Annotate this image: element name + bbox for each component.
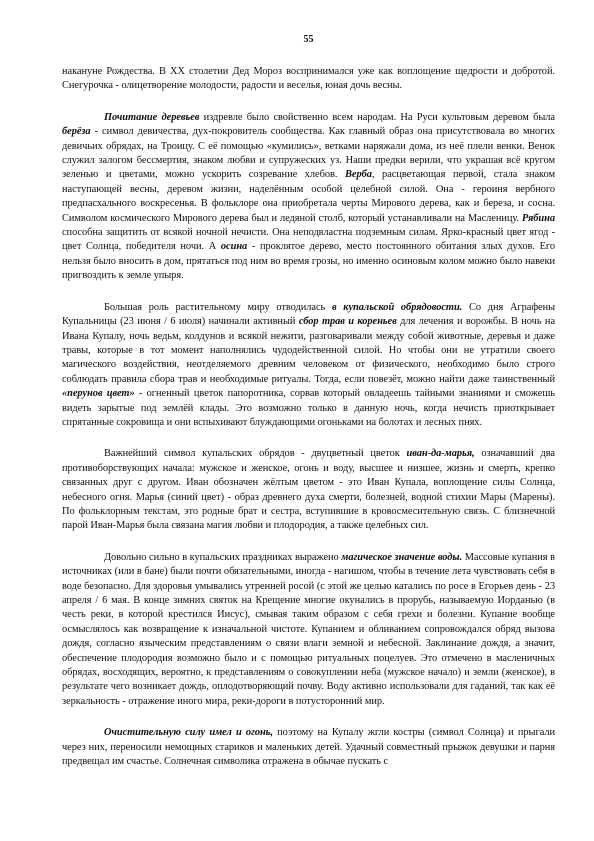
text-run: - огненный цветок папоротника, сорвав который овладеешь тайными знаниями и сможешь видеть зарытые под землёй клады. Это возможно только в данную ночь, когда нечисть приоткрывает спрятанные сокровища и они вспыхивают блуждающими огоньками на болотах и лесных пнях. (62, 388, 555, 428)
emphasized-term: берёза (62, 126, 91, 138)
text-run: способна защитить от всякой ночной нечисти. Она неподвластна подземным силам. Ярко-красный цвет ягод - цвет Солнца, победителя ночи. А (62, 227, 555, 253)
emphasized-term: осина (220, 241, 248, 253)
paragraph (62, 726, 555, 769)
paragraph (62, 65, 555, 94)
text-run: Довольно сильно в купальских праздниках выражено (104, 551, 342, 563)
emphasized-term: «перунов цвет» (62, 388, 135, 400)
text-run: - проклятое дерево, место постоянного обитания злых духов. Его нельзя было вносить в дом, прятаться под ним во время грозы, но именно осиновым колом можно было навеки пригвоздить к земле упыря. (62, 241, 555, 282)
text-run: Большая роль растительному миру отводилась (104, 301, 332, 313)
emphasized-term: Почитание деревьев (104, 111, 200, 123)
page-number: 55 (303, 34, 314, 45)
emphasized-term: Верба (345, 169, 372, 181)
document-page (62, 34, 555, 786)
text-run: издревле было свойственно всем народам. На Руси культовым деревом была (199, 111, 555, 123)
emphasized-term: иван-да-марья, (406, 448, 475, 460)
text-run: Массовые купания в источниках (или в бане) были почти обязательными, иногда - нагишом, чтобы в течение лета чувствовать себя в воде безопасно. Для здоровья умывались утренней росой (с этой же целью катались по росе в Егорьев день - 23 апреля / 6 мая. В конце зимних святок на Крещение многие окунались в прорубь, называемую Иорданью (в честь реки, в которой крестился Иисус), смывая таким образом с себя грехи и болезни. Купание вообще осмыслялось как возвращение к изначальной чистоте. Купанием и обливанием сопровождался обряд вызова дождя, согласно языческим представлениям о связи влаги земной и небесной. Заклинание дождя, а значит, обеспечение плодородия возможно было и с помощью ритуальных поцелуев. Это отмечено в масленичных обрядах, восходящих, вероятно, к представлениям о совокуплении неба (мужское начало) и земли (женское), в результате чего возникает дождь, оплодотворяющий почву. Воду активно использовали для гаданий, так как её зеркальность - отражение иного мира, реки-дороги в потусторонний мир. (62, 551, 555, 707)
text-run: Со дня Аграфены Купальницы (23 июня / 6 июля) начинали активный (62, 301, 556, 328)
paragraph (62, 447, 555, 533)
paragraph (62, 301, 555, 431)
emphasized-term: в купальской обрядовости. (331, 301, 463, 313)
paragraph (62, 111, 555, 284)
text-run: означавший два противоборствующих начала: мужское и женское, огонь и воду, высшее и низшее, жизнь и смерть, крепко связанных друг с другом. Иван обозначен жёлтым цветом - это Иван Купала, воплощение силы Солнца, небесного огня. Марья (синий цвет) - образ древнего духа смерти, болезней, водной стихии Мары (Марены). По фольклорным текстам, это родные брат и сестра, вступившие в кровосмесительную связь. С близнечной парой Иван-Марья была связана магия любви и плодородия, а также целебных сил. (62, 448, 555, 532)
emphasized-term: Рябина (521, 212, 555, 224)
text-run: накануне Рождества. В XX столетии Дед Мороз воспринимался уже как воплощение щедрости и добротой. Снегурочка - олицетворение молодости, радости и веселья, юная дочь весны. (62, 66, 555, 92)
body-text (62, 65, 555, 769)
text-run: - символ девичества, дух-покровитель сообщества. Как главный образ она присутствовала во многих девичьих обрядах, на Троицу. С её помощью «кумились», ветками наряжали дома, из неё плели венки. Венок служил залогом бессмертия, знаком любви и супружеских уз. Наши предки верили, что украшая всё кругом зеленью и цветами, можно ускорить созревание хлебов. (62, 126, 555, 181)
text-run: поэтому на Купалу жгли костры (символ Солнца) и прыгали через них, переносили немощных стариков и маленьких детей. Удачный совместный прыжок девушки и парня предвещал им счастье. Солнечная символика отражена в обычае пускать с (62, 727, 555, 768)
text-run: для лечения и ворожбы. В ночь на Ивана Купалу, ночь ведьм, колдунов и всякой нежити, разговаривали между собой животные, деревья и даже травы, которые в тот момент наполнялись чудодейственной силой. Но чтобы они не утратили своего магического воздействия, неотделяемого древним человеком от физического, необходимо было строго соблюдать правила сбора трав и необходимые ритуалы. Тогда, если повезёт, можно найти даже таинственный (62, 316, 555, 385)
emphasized-term: магическое значение воды. (341, 551, 463, 563)
paragraph (62, 551, 555, 709)
text-run: , расцветающая первой, стала знаком наступающей весны, деревом жизни, наделённым особой целебной силой. Она - героиня вербного предпасхального воскресенья. В фольклоре она приобретала черты Мирового дерева, как и береза, и сосна. Символом космического Мирового дерева был и ледяной столб, который устанавливали на Масленицу. (62, 169, 555, 224)
text-run: Важнейший символ купальских обрядов - двуцветный цветок (104, 448, 407, 460)
emphasized-term: Очистительную силу имел и огонь, (104, 727, 273, 739)
emphasized-term: сбор трав и кореньев (298, 316, 397, 328)
